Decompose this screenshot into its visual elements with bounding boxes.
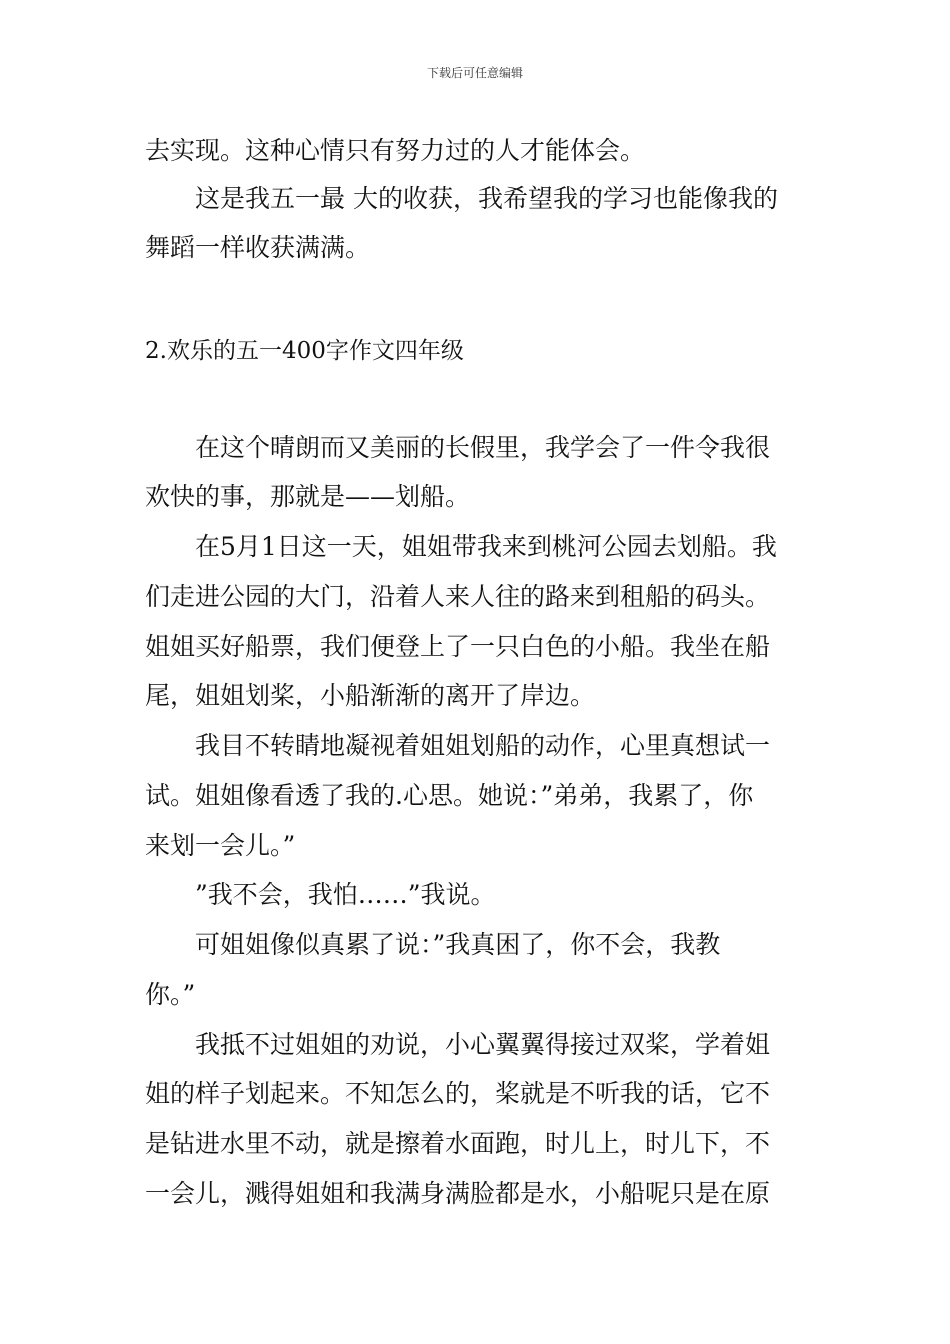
essay-title: 2.欢乐的五一400字作文四年级 (145, 338, 464, 364)
paragraph-line: ”我不会，我怕……”我说。 (145, 880, 496, 909)
page-header: 下载后可任意编辑 (426, 66, 523, 80)
paragraph-line: 欢快的事，那就是——划船。 (145, 482, 471, 511)
paragraph-line: 试。姐姐像看透了我的.心思。她说：”弟弟，我累了，你 (145, 781, 754, 810)
paragraph-line: 们走进公园的大门，沿着人来人往的路来到租船的码头。 (145, 582, 771, 611)
paragraph-line: 尾，姐姐划桨，小船渐渐的离开了岸边。 (145, 681, 596, 710)
paragraph-line: 在这个晴朗而又美丽的长假里，我学会了一件令我很 (145, 433, 771, 462)
paragraph-line: 来划一会儿。” (145, 831, 296, 860)
paragraph-line: 这是我五一最 大的收获，我希望我的学习也能像我的 (145, 184, 778, 213)
paragraph-line: 你。” (145, 980, 196, 1009)
paragraph-line: 是钻进水里不动，就是擦着水面跑，时儿上，时儿下，不 (145, 1129, 771, 1158)
paragraph-line: 我抵不过姐姐的劝说，小心翼翼得接过双桨，学着姐 (145, 1030, 771, 1059)
paragraph-line: 姐的样子划起来。不知怎么的，桨就是不听我的话，它不 (145, 1079, 771, 1108)
paragraph-line: 我目不转睛地凝视着姐姐划船的动作，心里真想试一 (145, 731, 771, 760)
paragraph-line: 姐姐买好船票，我们便登上了一只白色的小船。我坐在船 (145, 632, 771, 661)
paragraph-line: 可姐姐像似真累了说：”我真困了，你不会，我教 (145, 930, 721, 959)
paragraph-line: 去实现。这种心情只有努力过的人才能体会。 (145, 136, 646, 165)
paragraph-line: 一会儿，溅得姐姐和我满身满脸都是水，小船呢只是在原 (145, 1179, 771, 1208)
paragraph-line: 舞蹈一样收获满满。 (145, 233, 371, 262)
paragraph-line: 在5月1日这一天，姐姐带我来到桃河公园去划船。我 (145, 532, 777, 561)
